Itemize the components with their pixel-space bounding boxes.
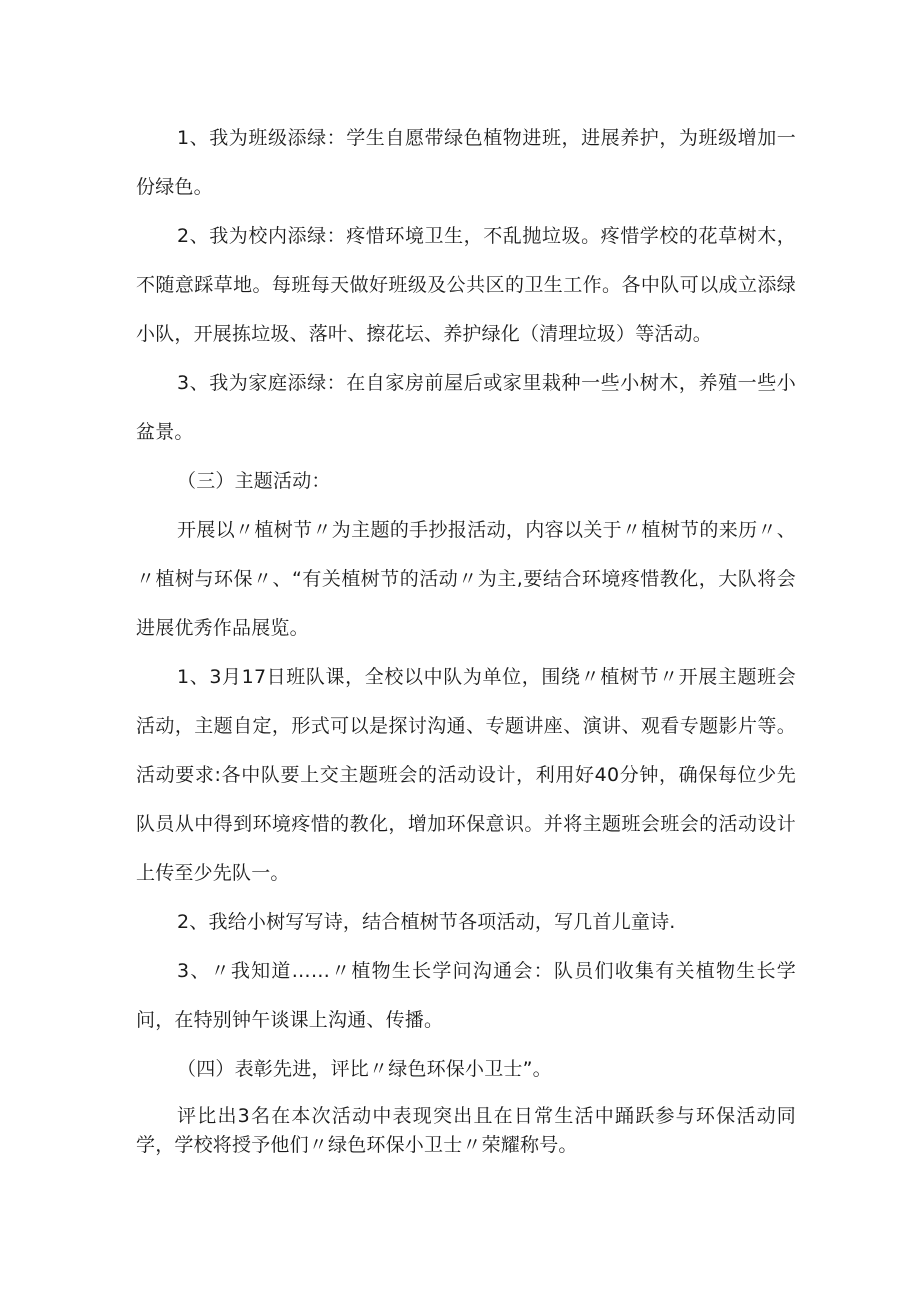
paragraph-poems: 2、我给小树写写诗，结合植树节各项活动，写几首儿童诗. [177, 911, 676, 933]
paragraph-school-greening: 2、我为校内添绿：疼惜环境卫生，不乱抛垃圾。疼惜学校的花草树木，不随意踩草地。每班每天做好班级及公共区的卫生工作。各中队可以成立添绿小队，开展拣垃圾、落叶、擦花坛、养护绿化（清理垃圾）等活动。 [136, 225, 796, 345]
paragraph-home-greening: 3、我为家庭添绿：在自家房前屋后或家里栽种一些小树木，养殖一些小盆景。 [136, 372, 796, 443]
paragraph-plant-knowledge: 3、〃我知道……〃植物生长学问沟通会：队员们收集有关植物生长学问，在特别钟午谈课上沟通、传播。 [136, 960, 796, 1031]
section-heading-commendation: （四）表彰先进，评比〃绿色环保小卫士”。 [177, 1058, 552, 1080]
paragraph-handwritten-newspaper: 开展以〃植树节〃为主题的手抄报活动，内容以关于〃植树节的来历〃、〃植树与环保〃、“有关植树节的活动〃为主,要结合环境疼惜教化，大队将会进展优秀作品展览。 [136, 519, 796, 639]
paragraph-class-meeting: 1、3月17日班队课，全校以中队为单位，围绕〃植树节〃开展主题班会活动，主题自定，形式可以是探讨沟通、专题讲座、演讲、观看专题影片等。活动要求:各中队要上交主题班会的活动设计，利用好40分钟，确保每位少先队员从中得到环境疼惜的教化，增加环保意识。并将主题班会班会的活动设计上传至少先队一。 [136, 666, 796, 884]
paragraph-class-greening: 1、我为班级添绿：学生自愿带绿色植物进班，进展养护，为班级增加一份绿色。 [136, 127, 796, 198]
section-heading-theme-activities: （三）主题活动： [177, 470, 331, 492]
paragraph-award-selection: 评比出3名在本次活动中表现突出且在日常生活中踊跃参与环保活动同学，学校将授予他们〃绿色环保小卫士〃荣耀称号。 [136, 1105, 796, 1156]
